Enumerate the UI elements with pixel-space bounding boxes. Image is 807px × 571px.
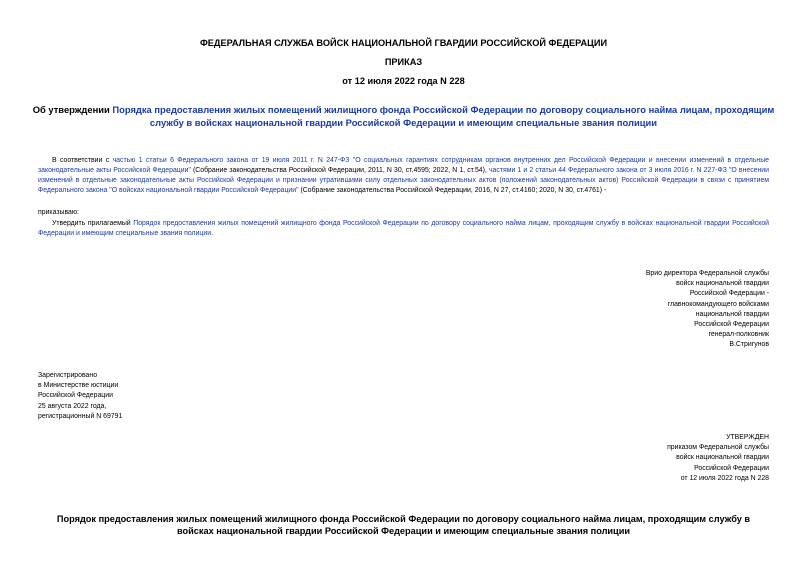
law-247-link[interactable]: частью 1 статьи 6 Федерального закона от 19 июля 2011 г. N 247-ФЗ "О социальных гарантиях сотрудникам органов внутренних дел Российской Федерации и внесении изменений в отдельные законодательные акты Российской Федерации"	[38, 157, 769, 174]
signature-name: В.Стригунов	[729, 341, 769, 349]
law-227-link[interactable]: частями 1 и 2 статьи 44 Федерального закона от 3 июля 2016 г. N 227-ФЗ "О внесении изменений в отдельные законодательные акты Российской Федерации и признании утратившими силу отдельных законодательных актов (положений законодательных актов) Российской Федерации в связи с принятием Федерального закона "О войсках национальной гвардии Российской Федерации"	[38, 167, 769, 194]
approved-line: Российской Федерации	[694, 464, 769, 472]
registration-line: в Министерстве юстиции	[38, 382, 119, 390]
preamble-text-2: (Собрание законодательства Российской Федерации, 2011, N 30, ст.4595; 2022, N 1, ст.54),	[190, 167, 489, 174]
signature-line: войск национальной гвардии	[676, 280, 769, 288]
order-word: приказываю:	[38, 209, 79, 216]
signature-line: национальной гвардии	[695, 310, 769, 318]
procedure-link[interactable]: Порядок предоставления жилых помещений жилищного фонда Российской Федерации по договору социального найма лицам, проходящим службу в войсках национальной гвардии Российской Федерации и имеющим специальные звания полиции	[38, 220, 770, 237]
approve-text-2: .	[211, 230, 213, 237]
signature-line: главнокомандующего войсками	[667, 300, 769, 308]
registration-block	[38, 371, 122, 422]
preamble-text-3: (Собрание законодательства Российской Федерации, 2016, N 27, ст.4160; 2020, N 30, ст.4761) -	[298, 187, 607, 194]
approved-block	[667, 433, 769, 484]
date-number-heading: от 12 июля 2022 года N 228	[342, 76, 465, 86]
signature-line: Российской Федерации -	[689, 290, 769, 298]
signature-line: генерал-полковник	[708, 331, 769, 339]
preamble-text-1: В соответствии с	[52, 157, 113, 164]
procedure-title: Порядок предоставления жилых помещений жилищного фонда Российской Федерации по договору социального найма лицам, проходящим службу в войсках национальной гвардии Российской Федерации и имеющим специальные звания полиции	[56, 514, 751, 536]
approved-line: войск национальной гвардии	[676, 454, 769, 462]
signature-line: Врио директора Федеральной службы	[645, 270, 769, 277]
approve-text-1: Утвердить прилагаемый	[52, 220, 134, 227]
order-title	[30, 104, 777, 129]
doc-type-heading: ПРИКАЗ	[384, 57, 423, 67]
registration-line: 25 августа 2022 года,	[38, 402, 107, 410]
preamble-paragraph	[38, 156, 769, 196]
registration-line: Зарегистрировано	[38, 372, 98, 379]
order-title-link[interactable]: Порядка предоставления жилых помещений жилищного фонда Российской Федерации по договору социального найма лицам, проходящим службу в войсках национальной гвардии Российской Федерации и имеющим специальные звания полиции	[112, 104, 775, 128]
approved-line: УТВЕРЖДЕН	[726, 434, 769, 441]
approve-paragraph	[38, 219, 769, 239]
signature-line: Российской Федерации	[694, 321, 769, 329]
agency-heading: ФЕДЕРАЛЬНАЯ СЛУЖБА ВОЙСК НАЦИОНАЛЬНОЙ ГВАРДИИ РОССИЙСКОЙ ФЕДЕРАЦИИ	[199, 38, 608, 48]
order-title-prefix: Об утверждении	[32, 104, 113, 115]
signature-block	[646, 269, 769, 351]
approved-line: приказом Федеральной службы	[667, 444, 769, 452]
approved-line: от 12 июля 2022 года N 228	[680, 474, 769, 482]
registration-line: регистрационный N 69791	[38, 412, 123, 420]
registration-line: Российской Федерации	[38, 392, 113, 400]
